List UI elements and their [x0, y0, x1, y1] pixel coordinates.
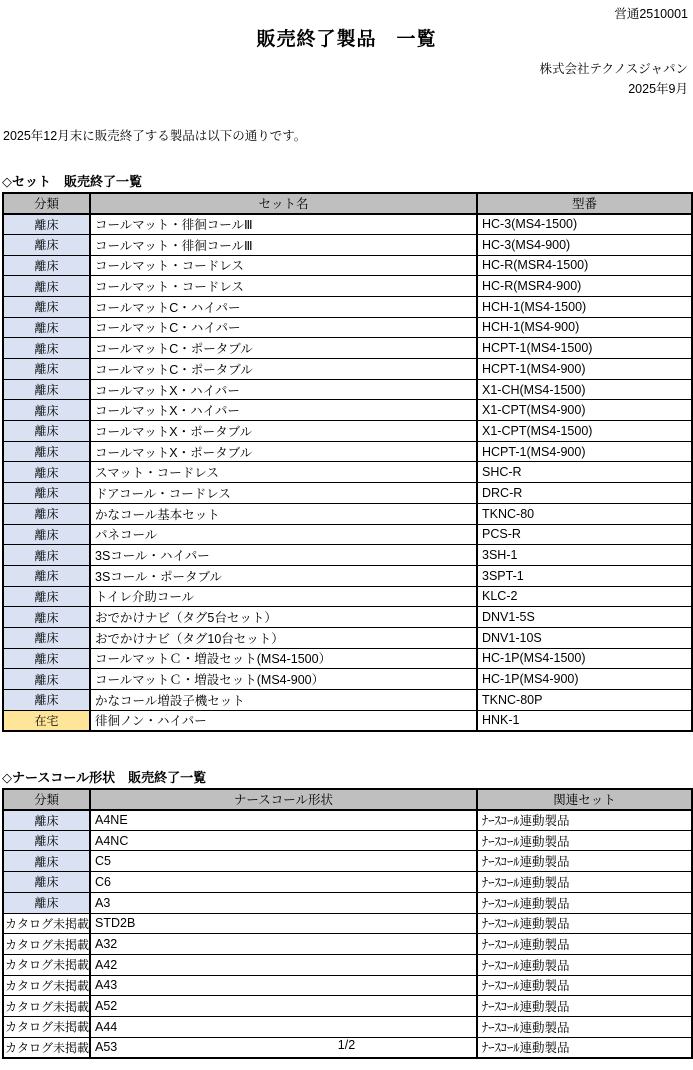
table-row — [3, 851, 692, 872]
related-set-cell: ﾅｰｽｺｰﾙ連動製品 — [477, 872, 692, 893]
set-name-cell: 3Sコール・ポータブル — [90, 565, 477, 586]
category-cell: 離床 — [3, 379, 90, 400]
set-name-cell: コールマット・コードレス — [90, 276, 477, 297]
table-row — [3, 892, 692, 913]
shape-cell: A32 — [90, 934, 477, 955]
category-cell: 離床 — [3, 669, 90, 690]
category-cell: 離床 — [3, 545, 90, 566]
category-cell: カタログ未掲載 — [3, 975, 90, 996]
model-cell: TKNC-80 — [477, 503, 692, 524]
category-cell: 離床 — [3, 851, 90, 872]
model-cell: TKNC-80P — [477, 690, 692, 711]
model-cell: HC-1P(MS4-900) — [477, 669, 692, 690]
model-cell: HCPT-1(MS4-900) — [477, 359, 692, 380]
table-row — [3, 359, 692, 380]
model-cell: HC-R(MSR4-1500) — [477, 255, 692, 276]
table-row — [3, 913, 692, 934]
set-table — [2, 192, 693, 732]
category-cell: 離床 — [3, 276, 90, 297]
related-set-cell: ﾅｰｽｺｰﾙ連動製品 — [477, 996, 692, 1017]
shape-cell: C5 — [90, 851, 477, 872]
model-cell: HCH-1(MS4-900) — [477, 317, 692, 338]
model-cell: X1-CPT(MS4-900) — [477, 400, 692, 421]
set-name-cell: 3Sコール・ハイパー — [90, 545, 477, 566]
related-set-cell: ﾅｰｽｺｰﾙ連動製品 — [477, 1016, 692, 1037]
category-cell: 離床 — [3, 524, 90, 545]
table-row — [3, 669, 692, 690]
set-col-name: セット名 — [90, 193, 477, 214]
nursecall-col-category: 分類 — [3, 789, 90, 810]
category-cell: 離床 — [3, 690, 90, 711]
category-cell: カタログ未掲載 — [3, 913, 90, 934]
category-cell: 離床 — [3, 462, 90, 483]
set-name-cell: おでかけナビ（タグ10台セット） — [90, 627, 477, 648]
table-row — [3, 338, 692, 359]
set-name-cell: コールマットX・ハイパー — [90, 400, 477, 421]
category-cell: 離床 — [3, 441, 90, 462]
set-name-cell: コールマットC・ハイパー — [90, 317, 477, 338]
table-row — [3, 214, 692, 235]
table-row — [3, 379, 692, 400]
shape-cell: A4NC — [90, 830, 477, 851]
category-cell: 離床 — [3, 421, 90, 442]
set-name-cell: コールマットＣ・増設セット(MS4-900） — [90, 669, 477, 690]
model-cell: HC-1P(MS4-1500) — [477, 648, 692, 669]
table-row — [3, 996, 692, 1017]
model-cell: 3SH-1 — [477, 545, 692, 566]
table-row — [3, 954, 692, 975]
model-cell: DRC-R — [477, 483, 692, 504]
category-cell: 離床 — [3, 400, 90, 421]
set-name-cell: パネコール — [90, 524, 477, 545]
category-cell: カタログ未掲載 — [3, 1016, 90, 1037]
table-row — [3, 296, 692, 317]
category-cell: 離床 — [3, 359, 90, 380]
set-name-cell: コールマットＣ・増設セット(MS4-1500） — [90, 648, 477, 669]
set-name-cell: コールマット・コードレス — [90, 255, 477, 276]
category-cell: カタログ未掲載 — [3, 1037, 90, 1058]
table-row — [3, 934, 692, 955]
table-row — [3, 830, 692, 851]
nursecall-col-related: 関連セット — [477, 789, 692, 810]
table-row — [3, 690, 692, 711]
table-row — [3, 975, 692, 996]
category-cell: 離床 — [3, 255, 90, 276]
category-cell: 離床 — [3, 648, 90, 669]
set-name-cell: コールマット・徘徊コールⅢ — [90, 234, 477, 255]
nursecall-table — [2, 788, 693, 1059]
nursecall-col-shape: ナースコール形状 — [90, 789, 477, 810]
category-cell: 離床 — [3, 810, 90, 831]
set-name-cell: 徘徊ノン・ハイパー — [90, 710, 477, 731]
set-table-heading: ◇セット 販売終了一覧 — [2, 174, 142, 189]
related-set-cell: ﾅｰｽｺｰﾙ連動製品 — [477, 934, 692, 955]
table-row — [3, 565, 692, 586]
shape-cell: A53 — [90, 1037, 477, 1058]
table-row — [3, 810, 692, 831]
related-set-cell: ﾅｰｽｺｰﾙ連動製品 — [477, 975, 692, 996]
shape-cell: A52 — [90, 996, 477, 1017]
category-cell: 離床 — [3, 872, 90, 893]
category-cell: 離床 — [3, 503, 90, 524]
table-row — [3, 586, 692, 607]
page-title: 販売終了製品 一覧 — [256, 29, 437, 50]
table-row — [3, 234, 692, 255]
doc-number: 営通2510001 — [614, 7, 688, 21]
related-set-cell: ﾅｰｽｺｰﾙ連動製品 — [477, 830, 692, 851]
table-row — [3, 627, 692, 648]
model-cell: SHC-R — [477, 462, 692, 483]
page-number: 1/2 — [337, 1038, 356, 1052]
model-cell: HCH-1(MS4-1500) — [477, 296, 692, 317]
set-table-body — [3, 214, 692, 731]
table-row — [3, 483, 692, 504]
table-row — [3, 872, 692, 893]
table-row — [3, 1016, 692, 1037]
set-col-category: 分類 — [3, 193, 90, 214]
nursecall-table-body — [3, 810, 692, 1058]
model-cell: HC-3(MS4-900) — [477, 234, 692, 255]
category-cell: 離床 — [3, 627, 90, 648]
related-set-cell: ﾅｰｽｺｰﾙ連動製品 — [477, 954, 692, 975]
category-cell: カタログ未掲載 — [3, 954, 90, 975]
model-cell: KLC-2 — [477, 586, 692, 607]
table-row — [3, 545, 692, 566]
shape-cell: A43 — [90, 975, 477, 996]
category-cell: 離床 — [3, 607, 90, 628]
model-cell: HC-R(MSR4-900) — [477, 276, 692, 297]
model-cell: HCPT-1(MS4-1500) — [477, 338, 692, 359]
model-cell: 3SPT-1 — [477, 565, 692, 586]
table-row — [3, 710, 692, 731]
category-cell: カタログ未掲載 — [3, 934, 90, 955]
set-name-cell: コールマットC・ポータブル — [90, 338, 477, 359]
table-row — [3, 524, 692, 545]
related-set-cell: ﾅｰｽｺｰﾙ連動製品 — [477, 851, 692, 872]
set-name-cell: コールマットX・ハイパー — [90, 379, 477, 400]
shape-cell: STD2B — [90, 913, 477, 934]
table-row — [3, 276, 692, 297]
category-cell: 離床 — [3, 483, 90, 504]
category-cell: 在宅 — [3, 710, 90, 731]
category-cell: 離床 — [3, 338, 90, 359]
category-cell: 離床 — [3, 214, 90, 235]
related-set-cell: ﾅｰｽｺｰﾙ連動製品 — [477, 810, 692, 831]
shape-cell: A42 — [90, 954, 477, 975]
table-row — [3, 441, 692, 462]
model-cell: DNV1-10S — [477, 627, 692, 648]
model-cell: DNV1-5S — [477, 607, 692, 628]
set-name-cell: コールマットC・ハイパー — [90, 296, 477, 317]
model-cell: HC-3(MS4-1500) — [477, 214, 692, 235]
model-cell: PCS-R — [477, 524, 692, 545]
set-col-model: 型番 — [477, 193, 692, 214]
intro-text: 2025年12月末に販売終了する製品は以下の通りです。 — [3, 129, 307, 143]
company-name: 株式会社テクノスジャパン — [539, 62, 688, 76]
model-cell: X1-CPT(MS4-1500) — [477, 421, 692, 442]
category-cell: 離床 — [3, 586, 90, 607]
shape-cell: A4NE — [90, 810, 477, 831]
set-name-cell: トイレ介助コール — [90, 586, 477, 607]
model-cell: X1-CH(MS4-1500) — [477, 379, 692, 400]
set-table-header-row — [3, 193, 692, 214]
set-name-cell: おでかけナビ（タグ5台セット） — [90, 607, 477, 628]
category-cell: カタログ未掲載 — [3, 996, 90, 1017]
table-row — [3, 462, 692, 483]
category-cell: 離床 — [3, 565, 90, 586]
set-name-cell: コールマットX・ポータブル — [90, 441, 477, 462]
set-name-cell: かなコール基本セット — [90, 503, 477, 524]
table-row — [3, 421, 692, 442]
table-row — [3, 503, 692, 524]
related-set-cell: ﾅｰｽｺｰﾙ連動製品 — [477, 892, 692, 913]
table-row — [3, 317, 692, 338]
category-cell: 離床 — [3, 830, 90, 851]
related-set-cell: ﾅｰｽｺｰﾙ連動製品 — [477, 913, 692, 934]
set-name-cell: コールマット・徘徊コールⅢ — [90, 214, 477, 235]
table-row — [3, 607, 692, 628]
category-cell: 離床 — [3, 892, 90, 913]
set-name-cell: かなコール増設子機セット — [90, 690, 477, 711]
set-name-cell: コールマットC・ポータブル — [90, 359, 477, 380]
model-cell: HCPT-1(MS4-900) — [477, 441, 692, 462]
shape-cell: C6 — [90, 872, 477, 893]
set-name-cell: ドアコール・コードレス — [90, 483, 477, 504]
category-cell: 離床 — [3, 296, 90, 317]
table-row — [3, 255, 692, 276]
shape-cell: A44 — [90, 1016, 477, 1037]
set-name-cell: スマット・コードレス — [90, 462, 477, 483]
related-set-cell: ﾅｰｽｺｰﾙ連動製品 — [477, 1037, 692, 1058]
shape-cell: A3 — [90, 892, 477, 913]
set-name-cell: コールマットX・ポータブル — [90, 421, 477, 442]
table-row — [3, 400, 692, 421]
model-cell: HNK-1 — [477, 710, 692, 731]
nursecall-table-heading: ◇ナースコール形状 販売終了一覧 — [2, 769, 207, 785]
table-row — [3, 648, 692, 669]
category-cell: 離床 — [3, 317, 90, 338]
nursecall-table-header-row — [3, 789, 692, 810]
category-cell: 離床 — [3, 234, 90, 255]
issue-date: 2025年9月 — [628, 82, 688, 96]
